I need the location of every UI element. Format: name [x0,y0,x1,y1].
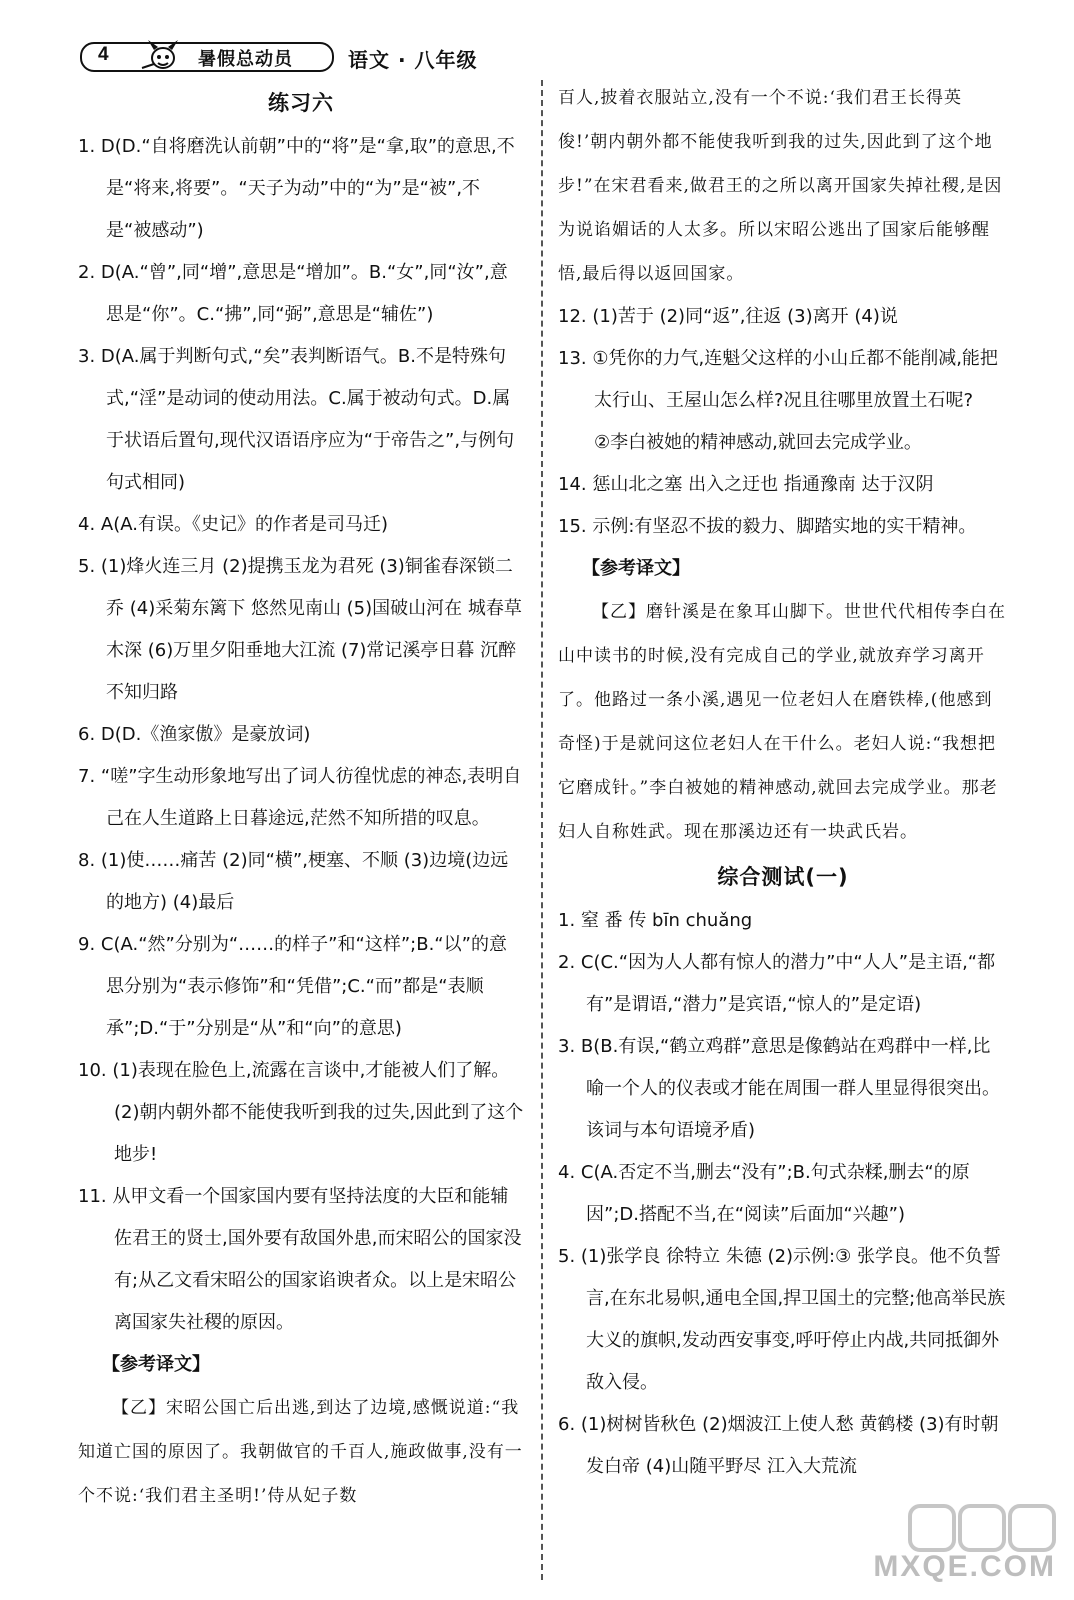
answer-item: 2. C(C.“因为人人都有惊人的潜力”中“人人”是主语,“都有”是谓语,“潜力”是宾语,“惊人的”是定语) [558,952,996,1015]
answer-item: 8. (1)使……痛苦 (2)同“横”,梗塞、不顺 (3)边境(边远的地方) (4)最后 [78,850,509,913]
section-title: 综合测试(一) [717,865,849,889]
subject-grade: 语文 · 八年级 [348,48,478,72]
answer-item: 1. 窒 番 传 bīn chuǎng [558,910,753,931]
answer-item: 10. (1)表现在脸色上,流露在言谈中,才能被人们了解。 [78,1060,510,1081]
series-title: 暑假总动员 [198,49,293,70]
answer-item: 15. 示例:有坚忍不拔的毅力、脚踏实地的实干精神。 [558,516,977,537]
answer-item: 6. D(D.《渔家傲》是豪放词) [78,724,311,745]
watermark-text: MXQE.COM [873,1550,1056,1583]
answer-item: 6. (1)树树皆秋色 (2)烟波江上使人愁 黄鹤楼 (3)有时朝发白帝 (4)山随平野尽 江入大荒流 [558,1414,999,1477]
left-column [78,80,524,1518]
answer-item-continuation: (2)朝内朝外都不能使我听到我的过失,因此到了这个地步! [114,1102,524,1165]
answer-item: 12. (1)苦于 (2)同“返”,往返 (3)离开 (4)说 [558,306,898,327]
answer-item: 14. 惩山北之塞 出入之迂也 指通豫南 达于汉阴 [558,474,934,495]
answer-item: 5. (1)烽火连三月 (2)提携玉龙为君死 (3)铜雀春深锁二乔 (4)采菊东篱下 悠然见南山 (5)国破山河在 城春草木深 (6)万里夕阳垂地大江流 (7)常记溪亭日暮 沉醉不知归路 [78,556,522,703]
answer-item: 9. C(A.“然”分别为“……的样子”和“这样”;B.“以”的意思分别为“表示修饰”和“凭借”;C.“而”都是“表顺承”;D.“于”分别是“从”和“向”的意思) [78,934,507,1039]
answer-item: 11. 从甲文看一个国家国内要有坚持法度的大臣和能辅佐君王的贤士,国外要有敌国外患,而宋昭公的国家没有;从乙文看宋昭公的国家谄谀者众。以上是宋昭公离国家失社稷的原因。 [78,1186,522,1333]
answer-item: 3. D(A.属于判断句式,“矣”表判断语气。B.不是特殊句式,“淫”是动词的使动用法。C.属于被动句式。D.属于状语后置句,现代汉语语序应为“于帝告之”,与例句句式相同) [78,346,515,493]
answer-item: 2. D(A.“曾”,同“增”,意思是“增加”。B.“女”,同“汝”,意思是“你”。C.“拂”,同“弼”,意思是“辅佐”) [78,262,508,325]
page-number: 4 [98,44,109,65]
column-divider [541,80,543,1580]
answer-item-continuation: ②李白被她的精神感动,就回去完成学业。 [594,432,922,453]
answer-item: 4. A(A.有误。《史记》的作者是司马迁) [78,514,388,535]
mascot-icon [140,38,186,72]
right-column [558,76,1008,1488]
answer-item: 1. D(D.“自将磨洗认前朝”中的“将”是“拿,取”的意思,不是“将来,将要”。“天子为动”中的“为”是“被”,不是“被感动”) [78,136,515,241]
reference-translation-label: 【参考译文】 [102,1354,210,1375]
reference-translation-continued: 百人,披着衣服站立,没有一个不说:‘我们君王长得英俊!’朝内朝外都不能使我听到我的过失,因此到了这个地步!”在宋君看来,做君王的之所以离开国家失掉社稷,是因为说谄媚话的人太多。所以宋昭公逃出了国家后能够醒悟,最后得以返回国家。 [558,88,1003,284]
page-header [80,38,550,78]
answer-item: 4. C(A.否定不当,删去“没有”;B.句式杂糅,删去“的原因”;D.搭配不当,在“阅读”后面加“兴趣”) [558,1162,970,1225]
reference-translation-label: 【参考译文】 [582,558,690,579]
answer-item: 5. (1)张学良 徐特立 朱德 (2)示例:③ 张学良。他不负誓言,在东北易帜,通电全国,捍卫国土的完整;他高举民族大义的旗帜,发动西安事变,呼吁停止内战,共同抵御外敌入侵。 [558,1246,1006,1393]
reference-translation: 【乙】磨针溪是在象耳山脚下。世世代代相传李白在山中读书的时候,没有完成自己的学业,就放弃学习离开了。他路过一条小溪,遇见一位老妇人在磨铁棒,(他感到奇怪)于是就问这位老妇人在干什么。老妇人说:“我想把它磨成针。”李白被她的精神感动,就回去完成学业。那老妇人自称姓武。现在那溪边还有一块武氏岩。 [558,602,1006,842]
watermark-logo [873,1500,1060,1590]
answer-item: 13. ①凭你的力气,连魁父这样的小山丘都不能削减,能把太行山、王屋山怎么样?况且往哪里放置土石呢? [558,348,998,411]
answer-item: 3. B(B.有误,“鹤立鸡群”意思是像鹤站在鸡群中一样,比喻一个人的仪表或才能在周围一群人里显得很突出。该词与本句语境矛盾) [558,1036,1000,1141]
reference-translation: 【乙】宋昭公国亡后出逃,到达了边境,感慨说道:“我知道亡国的原因了。我朝做官的千百人,施政做事,没有一个不说:‘我们君主圣明!’侍从妃子数 [78,1398,523,1506]
section-title: 练习六 [268,91,334,115]
answer-item: 7. “嗟”字生动形象地写出了词人彷徨忧虑的神态,表明自己在人生道路上日暮途远,茫然不知所措的叹息。 [78,766,522,829]
